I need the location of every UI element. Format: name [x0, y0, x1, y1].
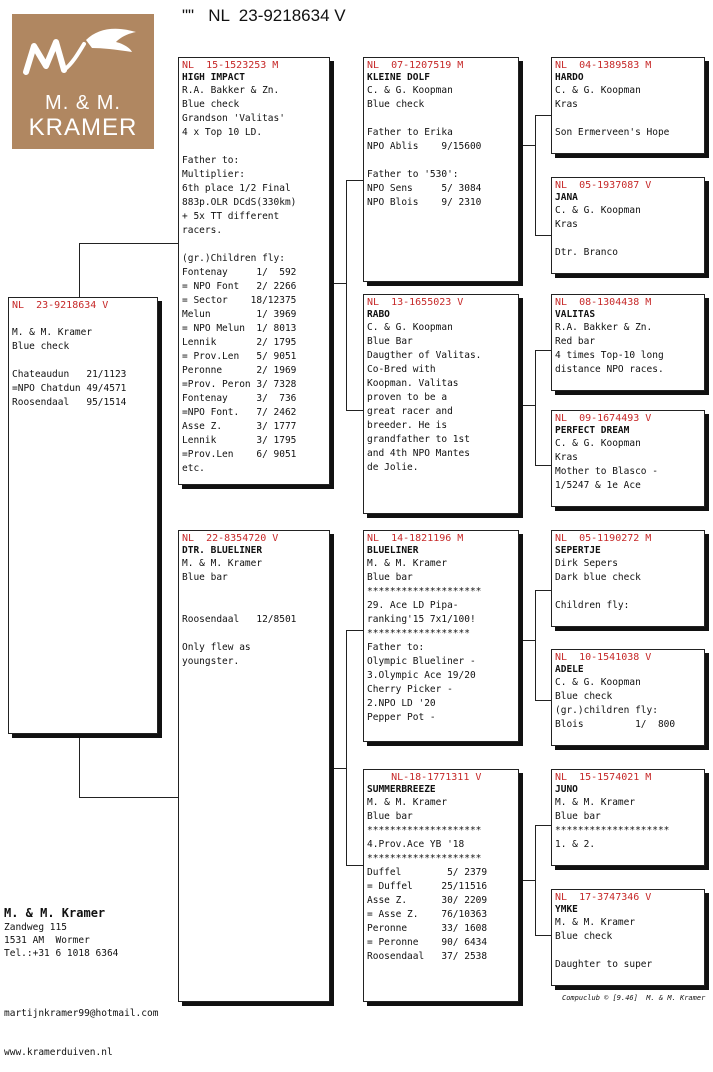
pedigree-line — [367, 112, 515, 126]
pedigree-line: 4 times Top-10 long — [555, 350, 664, 361]
pedigree-line: M. & M. Kramer — [555, 797, 636, 808]
pigeon-name: DTR. BLUELINER — [182, 545, 263, 556]
pedigree-line: Peronne 33/ 1608 — [367, 923, 488, 934]
pigeon-name: HIGH IMPACT — [182, 72, 245, 83]
pedigree-line: Father to: — [182, 155, 240, 166]
connector-line — [535, 350, 536, 465]
pedigree-line — [555, 944, 701, 958]
connector-line — [79, 243, 80, 298]
pedigree-line: Chateaudun 21/1123 — [12, 369, 127, 380]
pedigree-card-dam-sire-dam — [551, 649, 705, 746]
pedigree-line: Roosendaal 95/1514 — [12, 397, 127, 408]
ring-number: NL 09-1674493 V — [555, 413, 652, 424]
pedigree-line — [12, 354, 154, 368]
connector-line — [346, 180, 363, 181]
logo-initials: M. & M. — [45, 92, 121, 114]
pedigree-title: "" NL 23-9218634 V — [182, 6, 346, 25]
pigeon-name: SUMMERBREEZE — [367, 784, 436, 795]
ring-number: NL 07-1207519 M — [367, 60, 464, 71]
ring-number: NL 15-1523253 M — [182, 60, 279, 71]
pedigree-line: R.A. Bakker & Zn. — [182, 85, 280, 96]
pedigree-line: Blue bar — [367, 572, 413, 583]
connector-line — [330, 768, 346, 769]
pigeon-name: JUNO — [555, 784, 578, 795]
pedigree-line — [182, 585, 326, 599]
connector-line — [535, 935, 551, 936]
pedigree-line: proven to be a — [367, 392, 448, 403]
pedigree-line: Kras — [555, 452, 578, 463]
pedigree-line: M. & M. Kramer — [367, 558, 448, 569]
pedigree-line: Roosendaal 12/8501 — [182, 614, 297, 625]
pedigree-line: M. & M. Kramer — [367, 797, 448, 808]
pedigree-line: Blue check — [555, 931, 613, 942]
pedigree-card-sire-dam-sire — [551, 294, 705, 391]
connector-line — [535, 115, 536, 235]
pigeon-name: PERFECT DREAM — [555, 425, 630, 436]
pedigree-card-dam-sire-sire — [551, 530, 705, 627]
pedigree-line: ranking'15 7x1/100! — [367, 614, 476, 625]
pedigree-line: Children fly: — [555, 600, 630, 611]
pedigree-card-dam-dam-dam — [551, 889, 705, 986]
owner-phone: Tel.:+31 6 1018 6364 — [4, 948, 119, 959]
pedigree-card-sire-sire-dam — [551, 177, 705, 274]
pedigree-line: Dirk Sepers — [555, 558, 618, 569]
connector-line — [535, 825, 536, 935]
pedigree-line: Blue check — [555, 691, 613, 702]
pedigree-line: Blue Bar — [367, 336, 413, 347]
pedigree-line: Asse Z. 30/ 2209 — [367, 895, 488, 906]
pedigree-line: distance NPO races. — [555, 364, 664, 375]
pedigree-line — [182, 599, 326, 613]
owner-city: 1531 AM Wormer — [4, 935, 90, 946]
pedigree-line — [555, 585, 701, 599]
connector-line — [519, 405, 535, 406]
pedigree-line: etc. — [182, 463, 205, 474]
pigeon-name: ADELE — [555, 664, 584, 675]
connector-line — [519, 145, 535, 146]
pedigree-line: Father to '530': — [367, 169, 459, 180]
pedigree-line: C. & G. Koopman — [555, 85, 641, 96]
pigeon-name: SEPERTJE — [555, 545, 601, 556]
pedigree-line: 4 x Top 10 LD. — [182, 127, 263, 138]
software-credit: Compuclub © [9.46] M. & M. Kramer — [562, 994, 706, 1002]
pedigree-line: Fontenay 3/ 736 — [182, 393, 297, 404]
pedigree-line: C. & G. Koopman — [555, 205, 641, 216]
pedigree-line: ******************** — [367, 853, 482, 864]
pigeon-name: RABO — [367, 309, 390, 320]
pedigree-card-sire — [178, 57, 330, 485]
pedigree-line: =Prov. Peron 3/ 7328 — [182, 379, 297, 390]
pedigree-line: Asse Z. 3/ 1777 — [182, 421, 297, 432]
pedigree-line: Olympic Blueliner - — [367, 656, 476, 667]
pedigree-line: Co-Bred with — [367, 364, 436, 375]
connector-line — [519, 640, 535, 641]
pedigree-line: = Peronne 90/ 6434 — [367, 937, 488, 948]
pedigree-line: Lennik 2/ 1795 — [182, 337, 297, 348]
pedigree-line: =NPO Font. 7/ 2462 — [182, 407, 297, 418]
pedigree-line: ******************** — [555, 825, 670, 836]
pedigree-card-subject — [8, 297, 158, 734]
pedigree-line: Duffel 5/ 2379 — [367, 867, 488, 878]
pedigree-line: NPO Blois 9/ 2310 — [367, 197, 482, 208]
connector-line — [519, 880, 535, 881]
pedigree-line: ****************** — [367, 628, 470, 639]
connector-line — [79, 797, 179, 798]
ring-number: NL 08-1304438 M — [555, 297, 652, 308]
pedigree-line: Cherry Picker - — [367, 684, 453, 695]
connector-line — [535, 235, 551, 236]
pedigree-line: = NPO Font 2/ 2266 — [182, 281, 297, 292]
pedigree-line: Kras — [555, 219, 578, 230]
pedigree-line: Mother to Blasco - — [555, 466, 658, 477]
pedigree-line: Son Ermerveen's Hope — [555, 127, 670, 138]
pedigree-line: Blois 1/ 800 — [555, 719, 676, 730]
pedigree-line: =Prov.Len 6/ 9051 — [182, 449, 297, 460]
ring-number: NL 14-1821196 M — [367, 533, 464, 544]
pigeon-name: JANA — [555, 192, 578, 203]
pigeon-name: HARDO — [555, 72, 584, 83]
pedigree-line: Only flew as — [182, 642, 251, 653]
pedigree-line: Dtr. Branco — [555, 247, 618, 258]
pedigree-line: NPO Ablis 9/15600 — [367, 141, 482, 152]
ring-number: NL 22-8354720 V — [182, 533, 279, 544]
pedigree-line: NPO Sens 5/ 3084 — [367, 183, 482, 194]
pedigree-line: breeder. He is — [367, 420, 448, 431]
ring-number: NL 04-1389583 M — [555, 60, 652, 71]
ring-number: NL-18-1771311 V — [367, 772, 482, 783]
pedigree-card-sire-sire-sire — [551, 57, 705, 154]
pedigree-line: de Jolie. — [367, 462, 419, 473]
pedigree-line: 3.Olympic Ace 19/20 — [367, 670, 476, 681]
pedigree-line: youngster. — [182, 656, 240, 667]
pedigree-line: Red bar — [555, 336, 596, 347]
pedigree-line: 6th place 1/2 Final — [182, 183, 291, 194]
pedigree-line: Father to Erika — [367, 127, 453, 138]
owner-block — [4, 905, 118, 960]
pedigree-line: grandfather to 1st — [367, 434, 470, 445]
owner-name: M. & M. Kramer — [4, 906, 106, 920]
connector-line — [535, 350, 551, 351]
pedigree-line: = Prov.Len 5/ 9051 — [182, 351, 297, 362]
owner-street: Zandweg 115 — [4, 922, 67, 933]
pedigree-line: Father to: — [367, 642, 425, 653]
pedigree-card-dam-dam-sire — [551, 769, 705, 866]
pedigree-line: Pepper Pot - — [367, 712, 436, 723]
pigeon-name: BLUELINER — [367, 545, 419, 556]
connector-line — [535, 115, 551, 116]
ring-number: NL 05-1937087 V — [555, 180, 652, 191]
pedigree-line: ******************** — [367, 586, 482, 597]
pedigree-line: M. & M. Kramer — [12, 327, 93, 338]
pedigree-card-dam — [178, 530, 330, 1002]
pedigree-line: Blue bar — [367, 811, 413, 822]
pedigree-line: Blue check — [182, 99, 240, 110]
pedigree-line: (gr.)children fly: — [555, 705, 658, 716]
pedigree-line: Kras — [555, 99, 578, 110]
connector-line — [346, 180, 347, 410]
pedigree-line: 1/5247 & 1e Ace — [555, 480, 641, 491]
pedigree-line: 29. Ace LD Pipa- — [367, 600, 459, 611]
pedigree-line: C. & G. Koopman — [555, 438, 641, 449]
pedigree-line: C. & G. Koopman — [555, 677, 641, 688]
pedigree-line: Koopman. Valitas — [367, 378, 459, 389]
pedigree-card-sire-sire — [363, 57, 519, 282]
connector-line — [79, 733, 80, 797]
pedigree-line: ******************** — [367, 825, 482, 836]
pedigree-line: 1. & 2. — [555, 839, 596, 850]
connector-line — [346, 865, 363, 866]
ring-number: NL 10-1541038 V — [555, 652, 652, 663]
connector-line — [79, 243, 179, 244]
pedigree-line — [182, 238, 326, 252]
pedigree-line: Dark blue check — [555, 572, 641, 583]
pedigree-line — [555, 112, 701, 126]
pedigree-line — [12, 312, 154, 326]
ring-number: NL 23-9218634 V — [12, 300, 109, 311]
pedigree-line: C. & G. Koopman — [367, 322, 453, 333]
ring-number: NL 15-1574021 M — [555, 772, 652, 783]
website-link[interactable]: www.kramerduiven.nl — [4, 1047, 113, 1058]
brand-logo — [12, 14, 154, 149]
pedigree-line: M. & M. Kramer — [182, 558, 263, 569]
pedigree-card-dam-sire — [363, 530, 519, 742]
pedigree-card-sire-dam — [363, 294, 519, 514]
pigeon-name: YMKE — [555, 904, 578, 915]
connector-line — [346, 630, 347, 865]
pedigree-line: + 5x TT different — [182, 211, 280, 222]
pedigree-line: great racer and — [367, 406, 453, 417]
pedigree-line: M. & M. Kramer — [555, 917, 636, 928]
pedigree-line: 883p.OLR DCdS(330km) — [182, 197, 297, 208]
connector-line — [535, 590, 551, 591]
pedigree-line: Blue check — [12, 341, 70, 352]
connector-line — [535, 700, 551, 701]
pedigree-line: 2.NPO LD '20 — [367, 698, 436, 709]
connector-line — [535, 590, 536, 700]
pigeon-name: VALITAS — [555, 309, 596, 320]
pedigree-line: =NPO Chatdun 49/4571 — [12, 383, 127, 394]
pedigree-card-dam-dam — [363, 769, 519, 1002]
pedigree-line: Roosendaal 37/ 2538 — [367, 951, 488, 962]
pedigree-line: R.A. Bakker & Zn. — [555, 322, 653, 333]
ring-number: NL 13-1655023 V — [367, 297, 464, 308]
pigeon-logo-icon — [12, 14, 154, 92]
pedigree-line: Daughter to super — [555, 959, 653, 970]
pedigree-line: = NPO Melun 1/ 8013 — [182, 323, 297, 334]
pedigree-line: Melun 1/ 3969 — [182, 309, 297, 320]
connector-line — [535, 465, 551, 466]
pedigree-line — [182, 140, 326, 154]
ring-number: NL 17-3747346 V — [555, 892, 652, 903]
pedigree-line: Blue check — [367, 99, 425, 110]
pedigree-line — [182, 627, 326, 641]
logo-name: KRAMER — [28, 114, 138, 141]
pedigree-line: = Asse Z. 76/10363 — [367, 909, 488, 920]
connector-line — [346, 630, 363, 631]
pedigree-line — [367, 154, 515, 168]
pedigree-line: Blue bar — [555, 811, 601, 822]
email-address[interactable]: martijnkramer99@hotmail.com — [4, 1008, 159, 1019]
pedigree-line: Peronne 2/ 1969 — [182, 365, 297, 376]
pedigree-line: C. & G. Koopman — [367, 85, 453, 96]
pigeon-name: KLEINE DOLF — [367, 72, 430, 83]
connector-line — [535, 825, 551, 826]
connector-line — [346, 410, 363, 411]
pedigree-line: Lennik 3/ 1795 — [182, 435, 297, 446]
pedigree-line: racers. — [182, 225, 223, 236]
pedigree-line: Multiplier: — [182, 169, 245, 180]
pedigree-line: = Sector 18/12375 — [182, 295, 297, 306]
pedigree-line: Blue bar — [182, 572, 228, 583]
pedigree-line: Fontenay 1/ 592 — [182, 267, 297, 278]
pedigree-line: Grandson 'Valitas' — [182, 113, 285, 124]
pedigree-line: and 4th NPO Mantes — [367, 448, 470, 459]
contact-block — [4, 981, 158, 1072]
pedigree-line: = Duffel 25/11516 — [367, 881, 488, 892]
connector-line — [330, 283, 346, 284]
pedigree-card-sire-dam-dam — [551, 410, 705, 507]
pedigree-line: Daugther of Valitas. — [367, 350, 482, 361]
pedigree-line: 4.Prov.Ace YB '18 — [367, 839, 465, 850]
pedigree-line — [555, 232, 701, 246]
pedigree-line: (gr.)Children fly: — [182, 253, 285, 264]
ring-number: NL 05-1190272 M — [555, 533, 652, 544]
